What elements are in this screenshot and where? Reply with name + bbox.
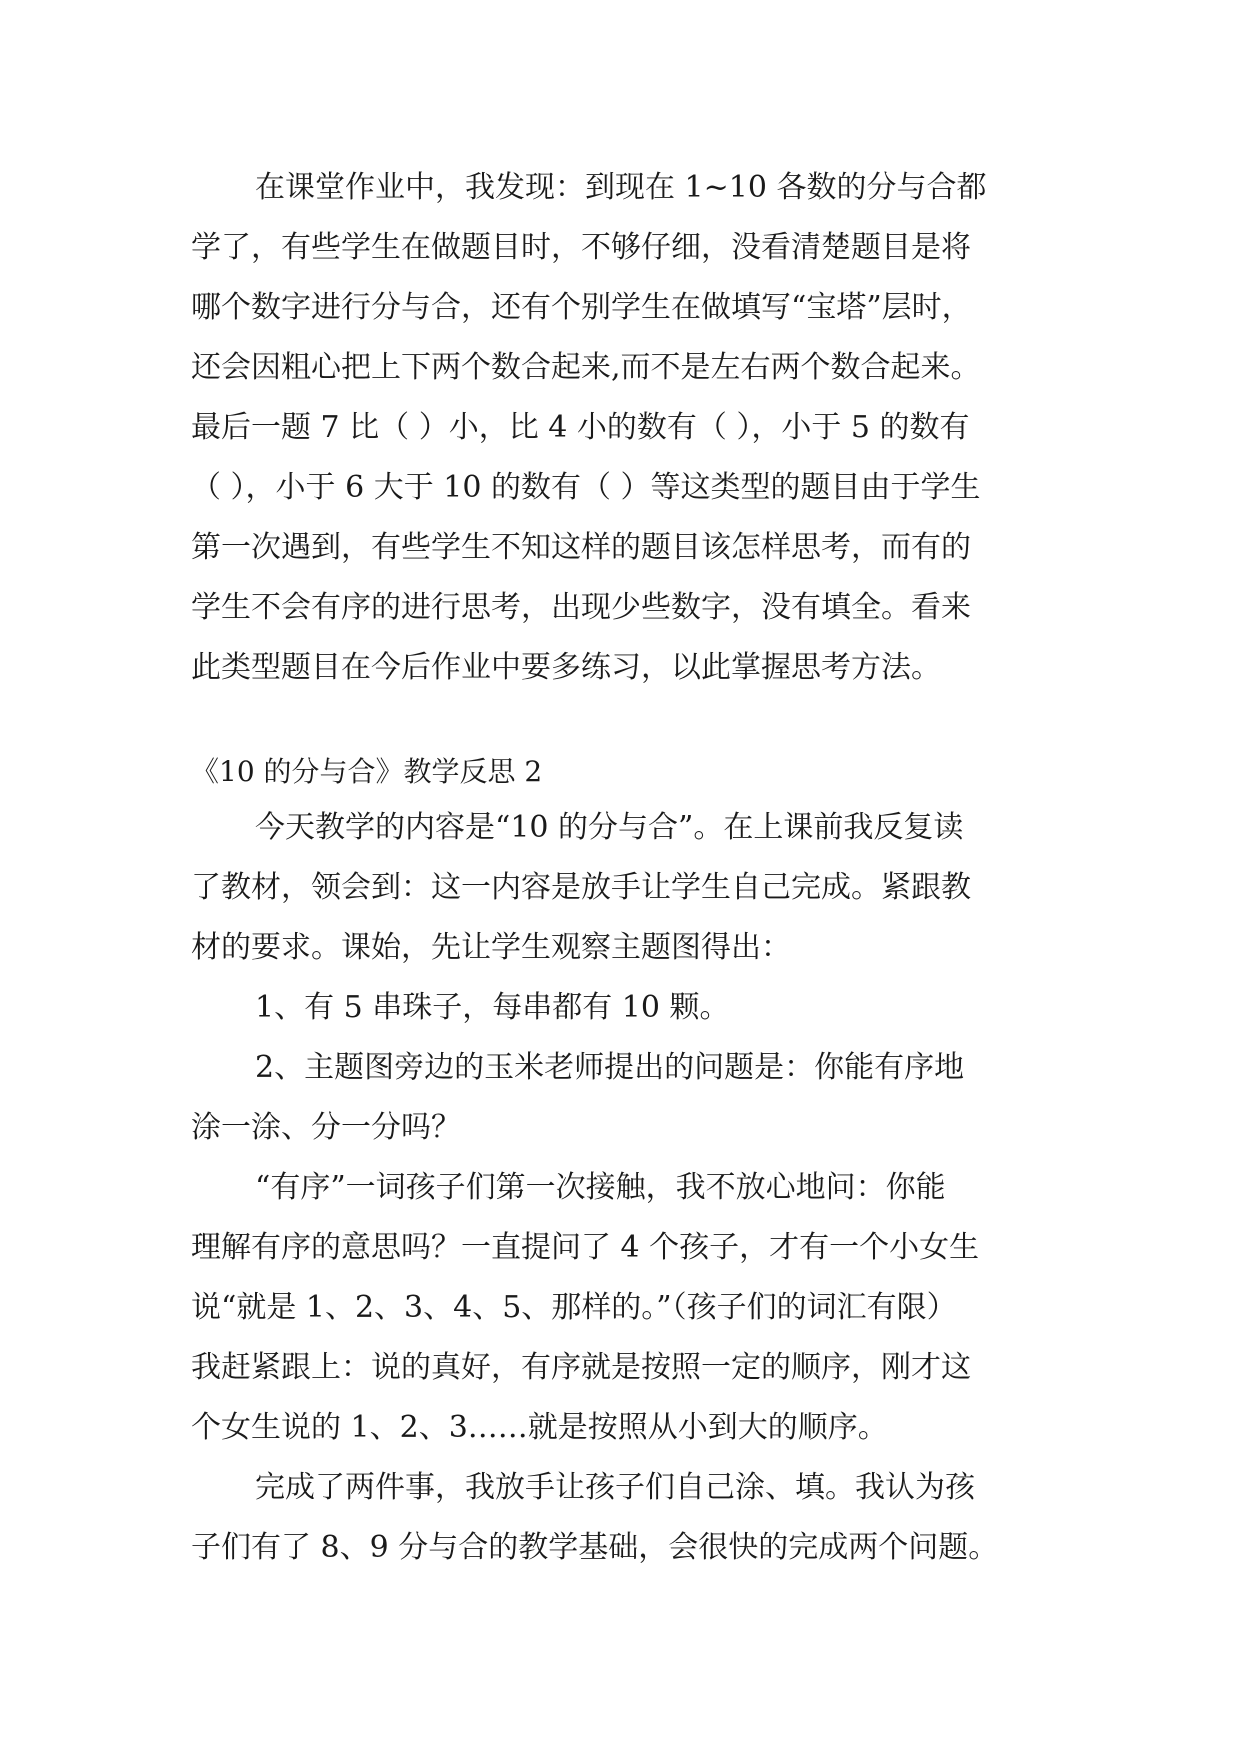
paragraph-line: 了教材，领会到：这一内容是放手让学生自己完成。紧跟教 [191, 870, 971, 905]
list-item: 2、主题图旁边的玉米老师提出的问题是：你能有序地 [255, 1050, 965, 1085]
list-item: 1、有 5 串珠子，每串都有 10 颗。 [255, 990, 730, 1025]
paragraph-line: 涂一涂、分一分吗？ [191, 1110, 461, 1145]
section-title: 《10 的分与合》教学反思 2 [191, 755, 543, 788]
paragraph-line: 理解有序的意思吗？一直提问了 4 个孩子，才有一个小女生 [191, 1230, 980, 1265]
paragraph-line: 说“就是 1、2、3、4、5、那样的。”（孩子们的词汇有限） [191, 1290, 957, 1325]
paragraph-line: （ ），小于 6 大于 10 的数有（ ）等这类型的题目由于学生 [191, 470, 981, 505]
paragraph-line: 学生不会有序的进行思考，出现少些数字，没有填全。看来 [191, 590, 971, 625]
paragraph-line: 此类型题目在今后作业中要多练习，以此掌握思考方法。 [191, 650, 941, 685]
paragraph-line: 第一次遇到，有些学生不知这样的题目该怎样思考，而有的 [191, 530, 971, 565]
paragraph-line: 完成了两件事，我放手让孩子们自己涂、填。我认为孩 [255, 1470, 975, 1505]
paragraph-line: 今天教学的内容是“10 的分与合”。在上课前我反复读 [255, 810, 964, 845]
paragraph-line: 个女生说的 1、2、3……就是按照从小到大的顺序。 [191, 1410, 888, 1445]
paragraph-line: 我赶紧跟上：说的真好，有序就是按照一定的顺序，刚才这 [191, 1350, 971, 1385]
paragraph-line: 在课堂作业中，我发现：到现在 1~10 各数的分与合都 [255, 170, 987, 205]
paragraph-line: 学了，有些学生在做题目时，不够仔细，没看清楚题目是将 [191, 230, 971, 265]
paragraph-line: 子们有了 8、9 分与合的教学基础，会很快的完成两个问题。 [191, 1530, 999, 1565]
paragraph-line: 哪个数字进行分与合，还有个别学生在做填写“宝塔”层时， [191, 290, 972, 325]
paragraph-line: 还会因粗心把上下两个数合起来,而不是左右两个数合起来。 [191, 350, 981, 385]
paragraph-line: “有序”一词孩子们第一次接触，我不放心地问：你能 [255, 1170, 946, 1205]
paragraph-line: 最后一题 7 比（ ）小，比 4 小的数有（ ），小于 5 的数有 [191, 410, 970, 445]
paragraph-line: 材的要求。课始，先让学生观察主题图得出： [191, 930, 791, 965]
